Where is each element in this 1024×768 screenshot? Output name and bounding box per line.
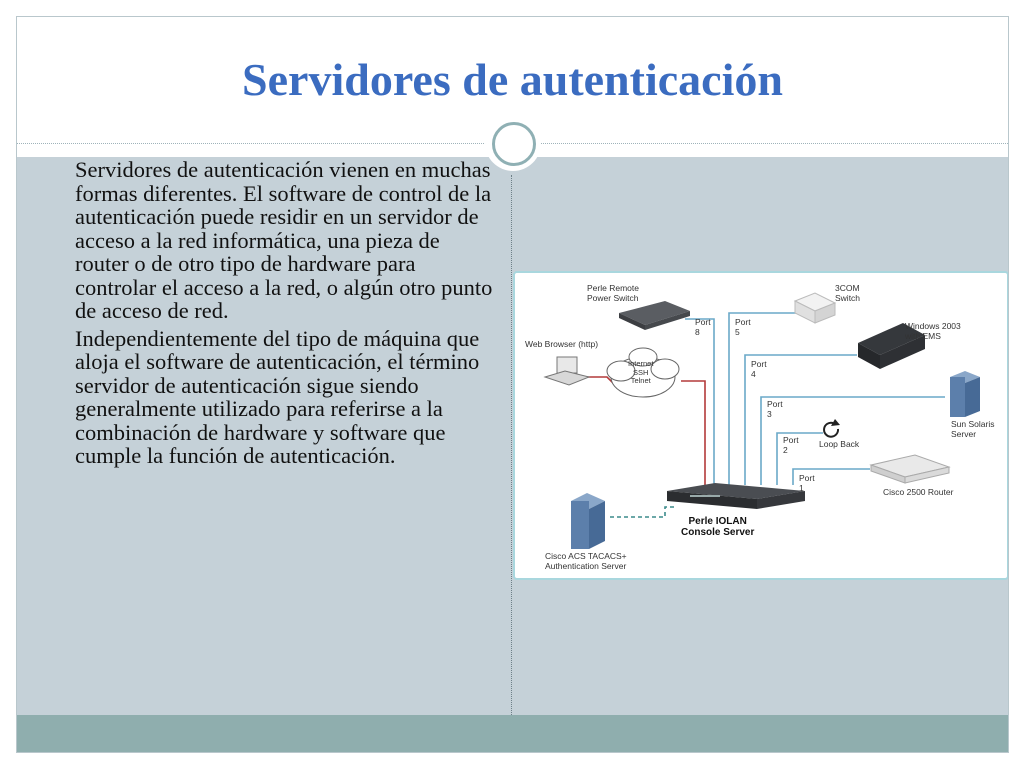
- cisco-router-label: Cisco 2500 Router: [883, 487, 954, 497]
- windows-server-label: Windows 2003 with EMS: [905, 321, 961, 341]
- port5-label: Port 5: [735, 317, 751, 337]
- cable-browser: [587, 377, 613, 383]
- cable-auth: [610, 507, 677, 517]
- diagram-graphics: [515, 273, 1007, 578]
- port2-label: Port 2: [783, 435, 799, 455]
- power-switch-icon: [619, 301, 690, 330]
- cable-port8: [685, 319, 714, 485]
- laptop-icon: [545, 357, 589, 385]
- acs-server-icon: [571, 493, 605, 549]
- internet-cloud-label: Internet SSH Telnet: [628, 359, 654, 385]
- sun-server-label: Sun Solaris Server: [951, 419, 995, 439]
- paragraph-1: Servidores de autenticación vienen en muchas formas diferentes. El software de control de la autenticación puede residir en un servidor de acceso a la red informática, una pieza de router o de otro tipo de hardware para controlar el acceso a la red, o algún otro punto de acceso de red.: [75, 157, 493, 323]
- network-diagram: [513, 271, 1009, 580]
- port8-label: Port 8: [695, 317, 711, 337]
- loopback-label: Loop Back: [819, 439, 860, 449]
- body-text: [75, 158, 495, 472]
- paragraph-2: Independientemente del tipo de máquina que aloja el software de autenticación, el término servidor de autenticación sigue siendo generalmente utilizado para referirse a la combinación de hardware y software que cumple la función de autenticación.: [75, 325, 480, 468]
- port4-label: Port 4: [751, 359, 767, 379]
- footer-bar: [17, 715, 1008, 752]
- port1-label: Port 1: [799, 473, 815, 493]
- 3com-switch-label: 3COM Switch: [835, 283, 861, 303]
- cable-internet: [681, 381, 705, 485]
- column-divider: [511, 175, 512, 715]
- acs-server-label: Cisco ACS TACACS+ Authentication Server: [545, 551, 627, 571]
- circle-ornament-icon: [492, 122, 536, 166]
- web-browser-label: Web Browser (http): [525, 339, 599, 349]
- router-icon: [871, 455, 949, 483]
- perle-remote-label: Perle Remote Power Switch: [587, 283, 639, 303]
- console-server-label: Perle IOLAN Console Server: [681, 516, 755, 538]
- loopback-icon: [824, 419, 840, 437]
- slide: [16, 16, 1009, 753]
- slide-title: Servidores de autenticación: [242, 54, 783, 105]
- port3-label: Port 3: [767, 399, 783, 419]
- sun-server-icon: [950, 371, 980, 417]
- console-server-icon: [667, 483, 805, 509]
- cable-port5: [729, 313, 800, 485]
- switch-icon: [795, 293, 835, 323]
